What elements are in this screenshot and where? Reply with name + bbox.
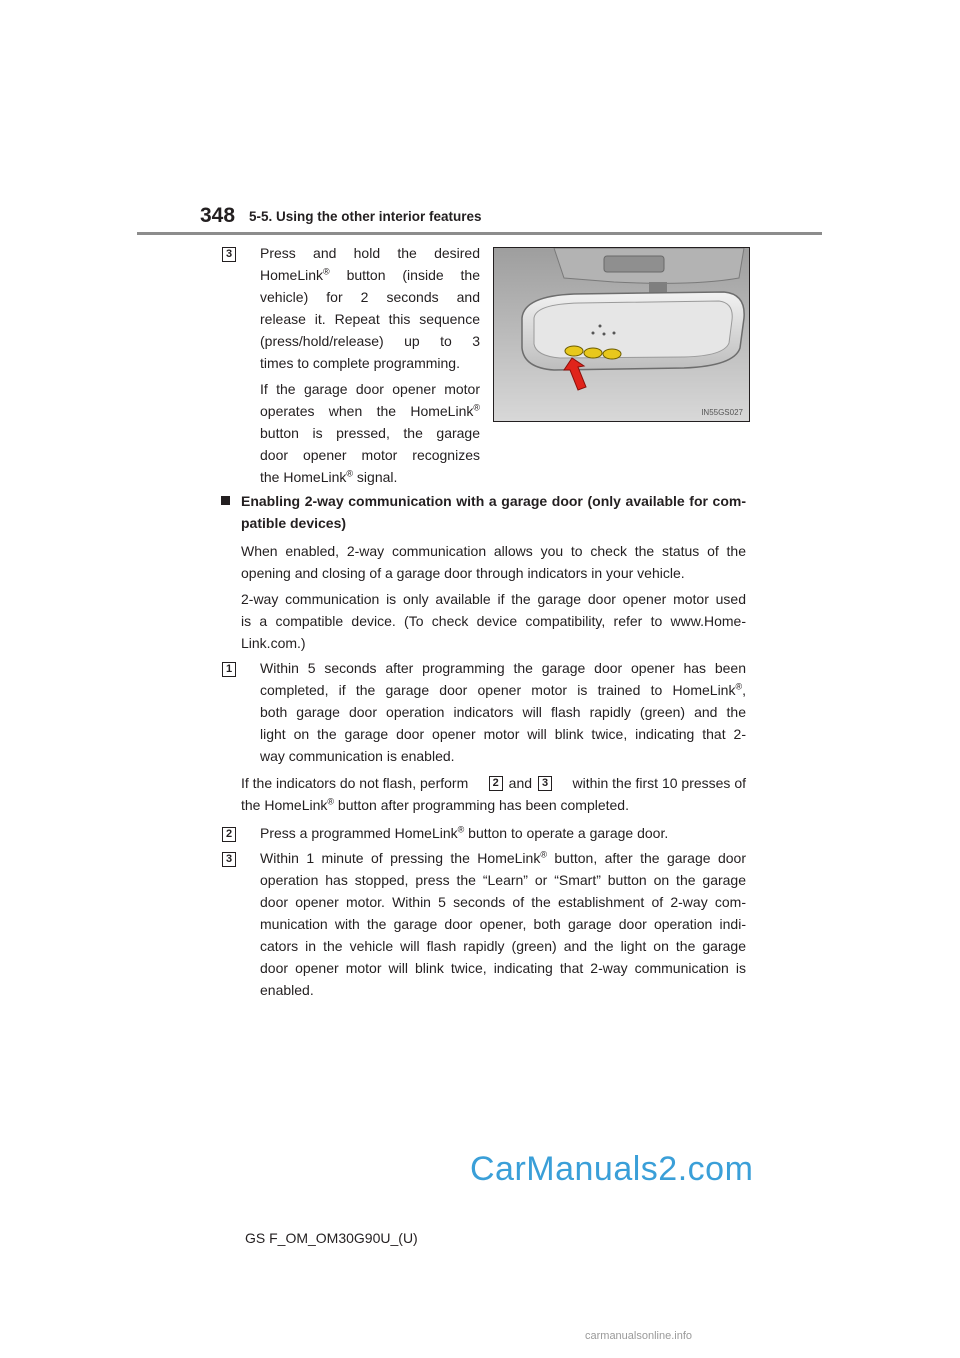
step3-note: If the garage door opener motor operates when the HomeLink® button is pressed, the garage door opener motor recognizes the HomeLink® signal.: [260, 381, 480, 485]
mirror-illustration: [494, 248, 749, 421]
homelink-button-3: [603, 349, 621, 359]
inline-badge-2: 2: [489, 776, 503, 791]
watermark-url: carmanualsonline.info: [585, 1330, 693, 1342]
indicator-dot: [592, 332, 595, 335]
step3b-text: Within 1 minute of pressing the HomeLink® button, after the garage door operation has stopped, press the “Learn” or “Smart” button on the garage door opener motor. Within 5 seconds of the establishment of 2-way com- munication with the garage door opener, both garage door operation indi- cators in the vehicle will flash rapidly (green) and the light on the garage door opener motor will blink twice, indicating that 2-way communication is enabled.: [260, 849, 746, 998]
document-footer: GS F_OM_OM30G90U_(U): [245, 1230, 418, 1246]
figure-code: IN55GS027: [701, 408, 743, 417]
indicator-dot: [599, 325, 602, 328]
section-bullet-square: [221, 496, 230, 505]
header-rule: [137, 232, 822, 235]
section-title: 5-5. Using the other interior features: [249, 209, 482, 224]
step-badge-2: 2: [222, 827, 236, 842]
two-way-heading: Enabling 2-way communication with a garage door (only available for com- patible devices): [241, 493, 746, 531]
step-badge-1: 1: [222, 662, 236, 677]
two-way-paragraph-2: 2-way communication is only available if the garage door opener motor used is a compatible device. (To check device compatibility, refer to www.Home- Link.com.): [241, 591, 746, 651]
mirror-glass: [534, 301, 732, 358]
page-number: 348: [200, 204, 236, 227]
step3-instructions: Press and hold the desired HomeLink® button (inside the vehicle) for 2 seconds and release it. Repeat this sequence (press/hold/release) up to 3 times to complete programming.: [260, 245, 480, 371]
step-badge-3b: 3: [222, 852, 236, 867]
indicator-dot: [613, 332, 616, 335]
homelink-button-1: [565, 346, 583, 356]
watermark-logo: CarManuals2.com: [470, 1150, 754, 1188]
map-light: [604, 256, 664, 272]
homelink-mirror-figure: [493, 247, 750, 422]
two-way-paragraph-1: When enabled, 2-way communication allows you to check the status of the opening and closing of a garage door through indicators in your vehicle.: [241, 543, 746, 581]
indicator-dot: [603, 333, 606, 336]
homelink-button-2: [584, 348, 602, 358]
step1-text: Within 5 seconds after programming the garage door opener has been completed, if the garage door opener motor is trained to HomeLink®, both garage door operation indicators will flash rapidly (green) and the light on the garage door opener motor will blink twice, indicating that 2- way communication is enabled.: [260, 660, 746, 764]
perform-note: If the indicators do not flash, perform 2 and 3 within the first 10 presses of the HomeLink® button after programming has been completed.: [241, 775, 746, 813]
step-badge-3: 3: [222, 247, 236, 262]
inline-badge-3: 3: [538, 776, 552, 791]
step2-text: Press a programmed HomeLink® button to operate a garage door.: [260, 824, 669, 841]
